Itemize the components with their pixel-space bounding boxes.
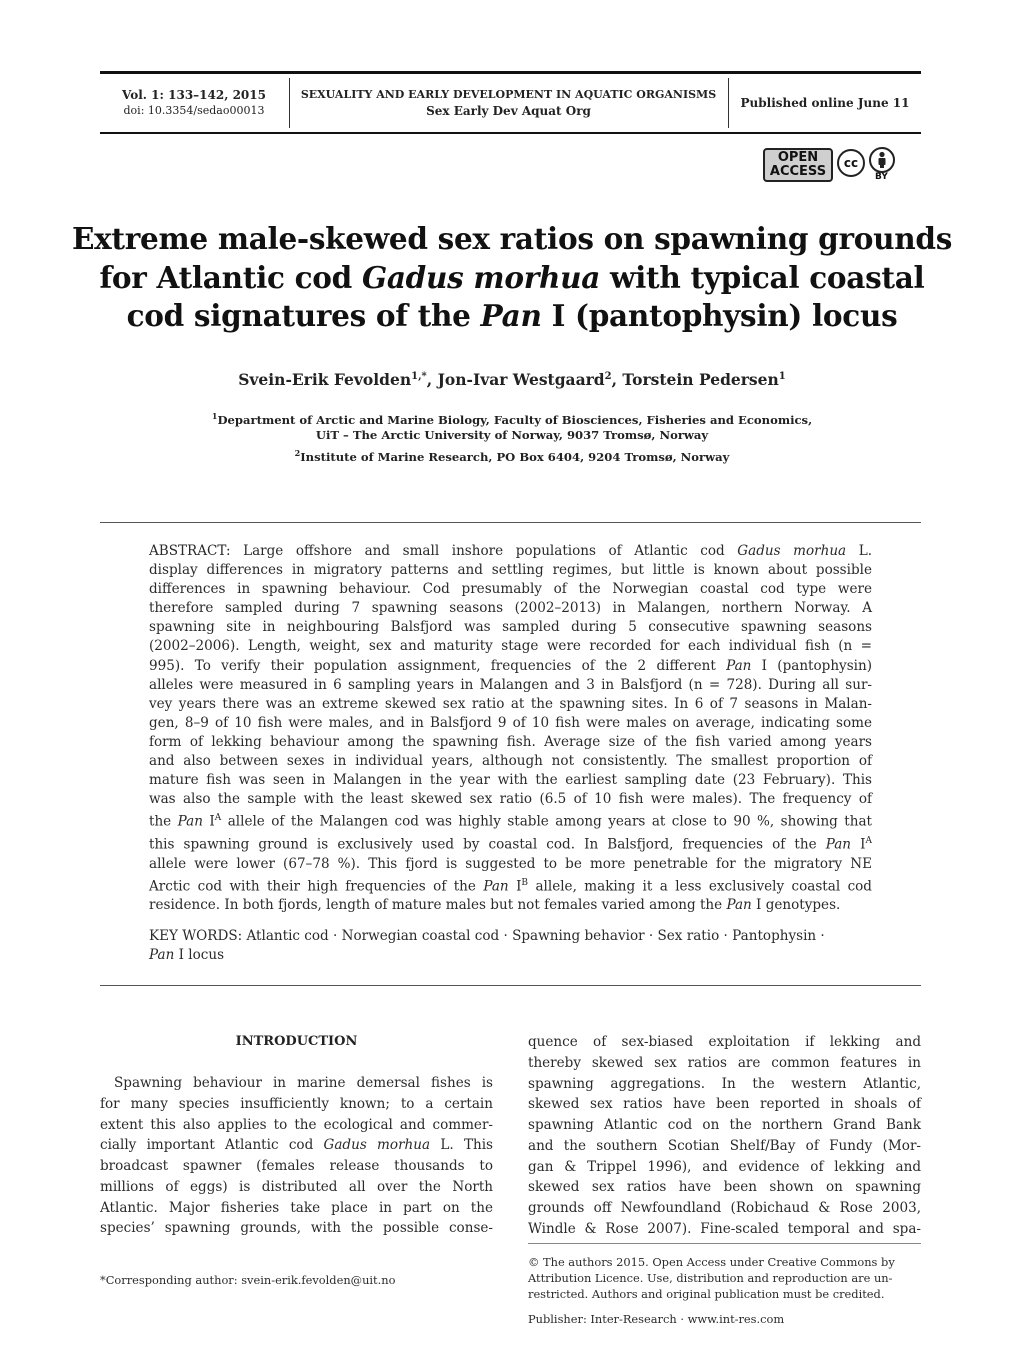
affil-text: Institute of Marine Research, PO Box 6404, 9204 Tromsø, Norway: [300, 449, 730, 464]
person-icon: [874, 151, 890, 169]
abstract-text: allele of the Malangen cod was highly stable among years at close to 90 %, showing that: [221, 813, 872, 830]
attribution-person-icon[interactable]: [869, 147, 895, 173]
header-top-rule: [100, 71, 921, 74]
body-line: broadcast spawner (females release thousands to: [100, 1158, 493, 1174]
article-title: [60, 220, 964, 336]
body-line: spawning aggregations. In the western Atlantic,: [528, 1075, 921, 1092]
body-line: for many species insufficiently known; to a certain: [100, 1095, 493, 1112]
body-line: Spawning behaviour in marine demersal fishes is: [114, 1075, 493, 1091]
author-name[interactable]: , Torstein Pedersen: [611, 370, 779, 389]
body-line: grounds off Newfoundland (Robichaud & Rose 2003,: [528, 1200, 921, 1216]
body-line: thereby skewed sex ratios are common features in: [528, 1054, 921, 1071]
body-text: L. This: [430, 1137, 493, 1154]
abstract-line: [149, 832, 872, 855]
abstract-italic: Pan: [825, 836, 852, 853]
affiliation-2: [60, 448, 964, 464]
abstract-italic: Gadus morhua: [737, 543, 847, 559]
header-journal-cell: [290, 76, 727, 130]
keywords-text: I locus: [174, 947, 225, 964]
abstract-line: allele were lower (67–78 %). This fjord is suggested to be more penetrable for the migratory NE: [149, 855, 872, 872]
copyright-notice: [528, 1254, 921, 1302]
abstract-text: I: [851, 836, 866, 853]
footnote-rule: [528, 1243, 921, 1244]
abstract-text: I: [508, 878, 522, 895]
abstract-text: this spawning ground is exclusively used by coastal cod. In Balsfjord, frequencies of the: [149, 836, 826, 853]
open-access-line2: ACCESS: [769, 164, 827, 179]
abstract-text: I (pantophysin): [751, 657, 873, 674]
abstract-text: the: [149, 813, 178, 830]
open-access-badge-icon[interactable]: [763, 148, 833, 182]
body-line: gan & Trippel 1996), and evidence of lekking and: [528, 1158, 921, 1175]
abstract-sup: A: [214, 813, 222, 824]
open-access-line1: OPEN: [777, 150, 819, 165]
abstract-line: [149, 542, 872, 561]
abstract-line: [149, 809, 872, 832]
body-line: species’ spawning grounds, with the possible conse-: [100, 1220, 493, 1237]
creative-commons-icon[interactable]: [837, 149, 865, 177]
body-line: [100, 1135, 493, 1156]
title-line: Extreme male-skewed sex ratios on spawning grounds: [71, 221, 953, 256]
abstract-text: L.: [846, 543, 872, 559]
abstract-sup: A: [865, 835, 872, 846]
abstract-text: Arctic cod with their high frequencies of the: [149, 878, 484, 895]
affil-sup: 1: [211, 411, 218, 421]
abstract-text: I genotypes.: [751, 897, 841, 914]
affiliation-1-cont: [60, 428, 964, 442]
abstract-sup: B: [521, 877, 529, 888]
journal-abbrev: Sex Early Dev Aquat Org: [426, 104, 591, 118]
body-line: skewed sex ratios have been shown on spawning: [528, 1179, 921, 1196]
published-date: Published online June 11: [740, 96, 910, 110]
body-line: Windle & Rose 2007). Fine-scaled temporal and spa-: [528, 1220, 921, 1237]
abstract-line: spawning site in neighbouring Balsfjord was sampled during 5 consecutive spawning seasons: [149, 619, 872, 636]
body-line: Atlantic. Major fisheries take place in part on the: [100, 1199, 493, 1216]
abstract-line: gen, 8–9 of 10 fish were males, and in Balsfjord 9 of 10 fish were males on average, indicating some: [149, 714, 872, 731]
header-volume-cell: [100, 76, 288, 130]
abstract-line: form of lekking behaviour among the spawning fish. Average size of the fish varied among years: [149, 733, 872, 750]
author-sup: 1: [778, 370, 786, 382]
body-text: cially important Atlantic cod: [100, 1137, 324, 1154]
abstract-text: residence. In both fjords, length of mature males but not females varied among the: [149, 897, 727, 914]
abstract: [149, 542, 872, 915]
title-text: with typical coastal: [600, 259, 925, 295]
abstract-line: mature fish was seen in Malangen in the year with the earliest sampling date (23 February). This: [149, 772, 872, 789]
title-text: for Atlantic cod: [99, 259, 362, 295]
body-line: and the southern Scotian Shelf/Bay of Fundy (Mor-: [528, 1137, 921, 1154]
volume-info: Vol. 1: 133–142, 2015: [122, 88, 266, 102]
body-italic: Gadus morhua: [323, 1137, 431, 1154]
keywords-line: KEY WORDS: Atlantic cod · Norwegian coastal cod · Spawning behavior · Sex ratio · Pantophysin ·: [149, 928, 825, 944]
abstract-line: (2002–2006). Length, weight, sex and maturity stage were recorded for each individual fish (n =: [149, 638, 872, 655]
body-line: quence of sex-biased exploitation if lekking and: [528, 1034, 921, 1050]
abstract-italic: Pan: [483, 878, 509, 895]
abstract-line: differences in spawning behaviour. Cod presumably of the Norwegian coastal cod type were: [149, 581, 872, 598]
affiliation-1: [60, 411, 964, 427]
abstract-line: alleles were measured in 6 sampling years in Malangen and 3 in Balsfjord (n = 728). During all sur-: [149, 676, 872, 693]
abstract-text: 995). To verify their population assignment, frequencies of the 2 different: [149, 657, 727, 674]
section-heading: INTRODUCTION: [235, 1034, 358, 1049]
abstract-line: vey years there was an extreme skewed sex ratio at the spawning sites. In 6 of 7 seasons in Malan-: [149, 695, 872, 712]
author-sup: 1,*: [411, 370, 427, 382]
by-label: BY: [875, 172, 888, 182]
copyright-line: restricted. Authors and original publication must be credited.: [528, 1287, 885, 1301]
abstract-italic: Pan: [726, 657, 752, 674]
title-gene: Pan: [480, 298, 542, 333]
body-line: spawning Atlantic cod on the northern Grand Bank: [528, 1117, 921, 1133]
affil-text: Department of Arctic and Marine Biology, Faculty of Biosciences, Fisheries and Economics,: [217, 412, 813, 427]
cc-label: cc: [843, 156, 859, 170]
intro-left-column: [100, 1073, 493, 1239]
copyright-line: Attribution Licence. Use, distribution and reproduction are un-: [528, 1271, 893, 1285]
abstract-line: [149, 874, 872, 897]
affil-sup: 2: [294, 448, 301, 458]
title-text: I (pantophysin) locus: [541, 298, 898, 333]
abstract-italic: Pan: [726, 897, 752, 914]
abstract-line: and also between sexes in individual years, although not consistently. The smallest proportion of: [149, 753, 872, 770]
header-bottom-rule: [100, 132, 921, 134]
author-sup: 2: [604, 370, 612, 382]
abstract-italic: Pan: [177, 813, 203, 830]
abstract-line: display differences in migratory patterns and settling regimes, but little is known about possible: [149, 562, 872, 579]
abstract-text: I: [202, 813, 215, 830]
title-species: Gadus morhua: [361, 259, 601, 295]
title-text: cod signatures of the: [126, 298, 481, 333]
title-line: [60, 297, 964, 336]
doi-link[interactable]: doi: 10.3354/sedao00013: [123, 104, 265, 117]
body-line: extent this also applies to the ecological and commer-: [100, 1116, 493, 1133]
author-name[interactable]: , Jon-Ivar Westgaard: [426, 370, 605, 389]
title-line: [60, 259, 964, 298]
abstract-top-rule: [100, 522, 921, 523]
author-name[interactable]: Svein-Erik Fevolden: [238, 370, 412, 389]
intro-right-column: [528, 1032, 921, 1240]
abstract-bottom-rule: [100, 985, 921, 986]
header-published-cell: [729, 76, 921, 130]
keywords-line: [149, 946, 872, 965]
corresponding-author[interactable]: *Corresponding author: svein-erik.fevolden@uit.no: [100, 1273, 396, 1287]
copyright-line: © The authors 2015. Open Access under Creative Commons by: [528, 1255, 895, 1269]
abstract-text: ABSTRACT: Large offshore and small inshore populations of Atlantic cod: [149, 543, 738, 559]
author-list: [60, 370, 964, 389]
publisher-link[interactable]: Publisher: Inter-Research · www.int-res.com: [528, 1312, 785, 1326]
body-line: skewed sex ratios have been reported in shoals of: [528, 1096, 921, 1113]
body-line: millions of eggs) is distributed all over the North: [100, 1178, 493, 1195]
abstract-line: [149, 896, 872, 915]
keywords: [149, 927, 872, 965]
keywords-italic: Pan: [149, 947, 175, 964]
abstract-text: allele, making it a less exclusively coastal cod: [528, 878, 872, 895]
abstract-line: [149, 657, 872, 676]
abstract-line: therefore sampled during 7 spawning seasons (2002–2013) in Malangen, northern Norway. A: [149, 600, 872, 617]
abstract-line: was also the sample with the least skewed sex ratio (6.5 of 10 fish were males). The frequency of: [149, 791, 872, 808]
affil-text: UiT – The Arctic University of Norway, 9037 Tromsø, Norway: [315, 428, 709, 442]
journal-name: SEXUALITY AND EARLY DEVELOPMENT IN AQUATIC ORGANISMS: [300, 88, 717, 101]
